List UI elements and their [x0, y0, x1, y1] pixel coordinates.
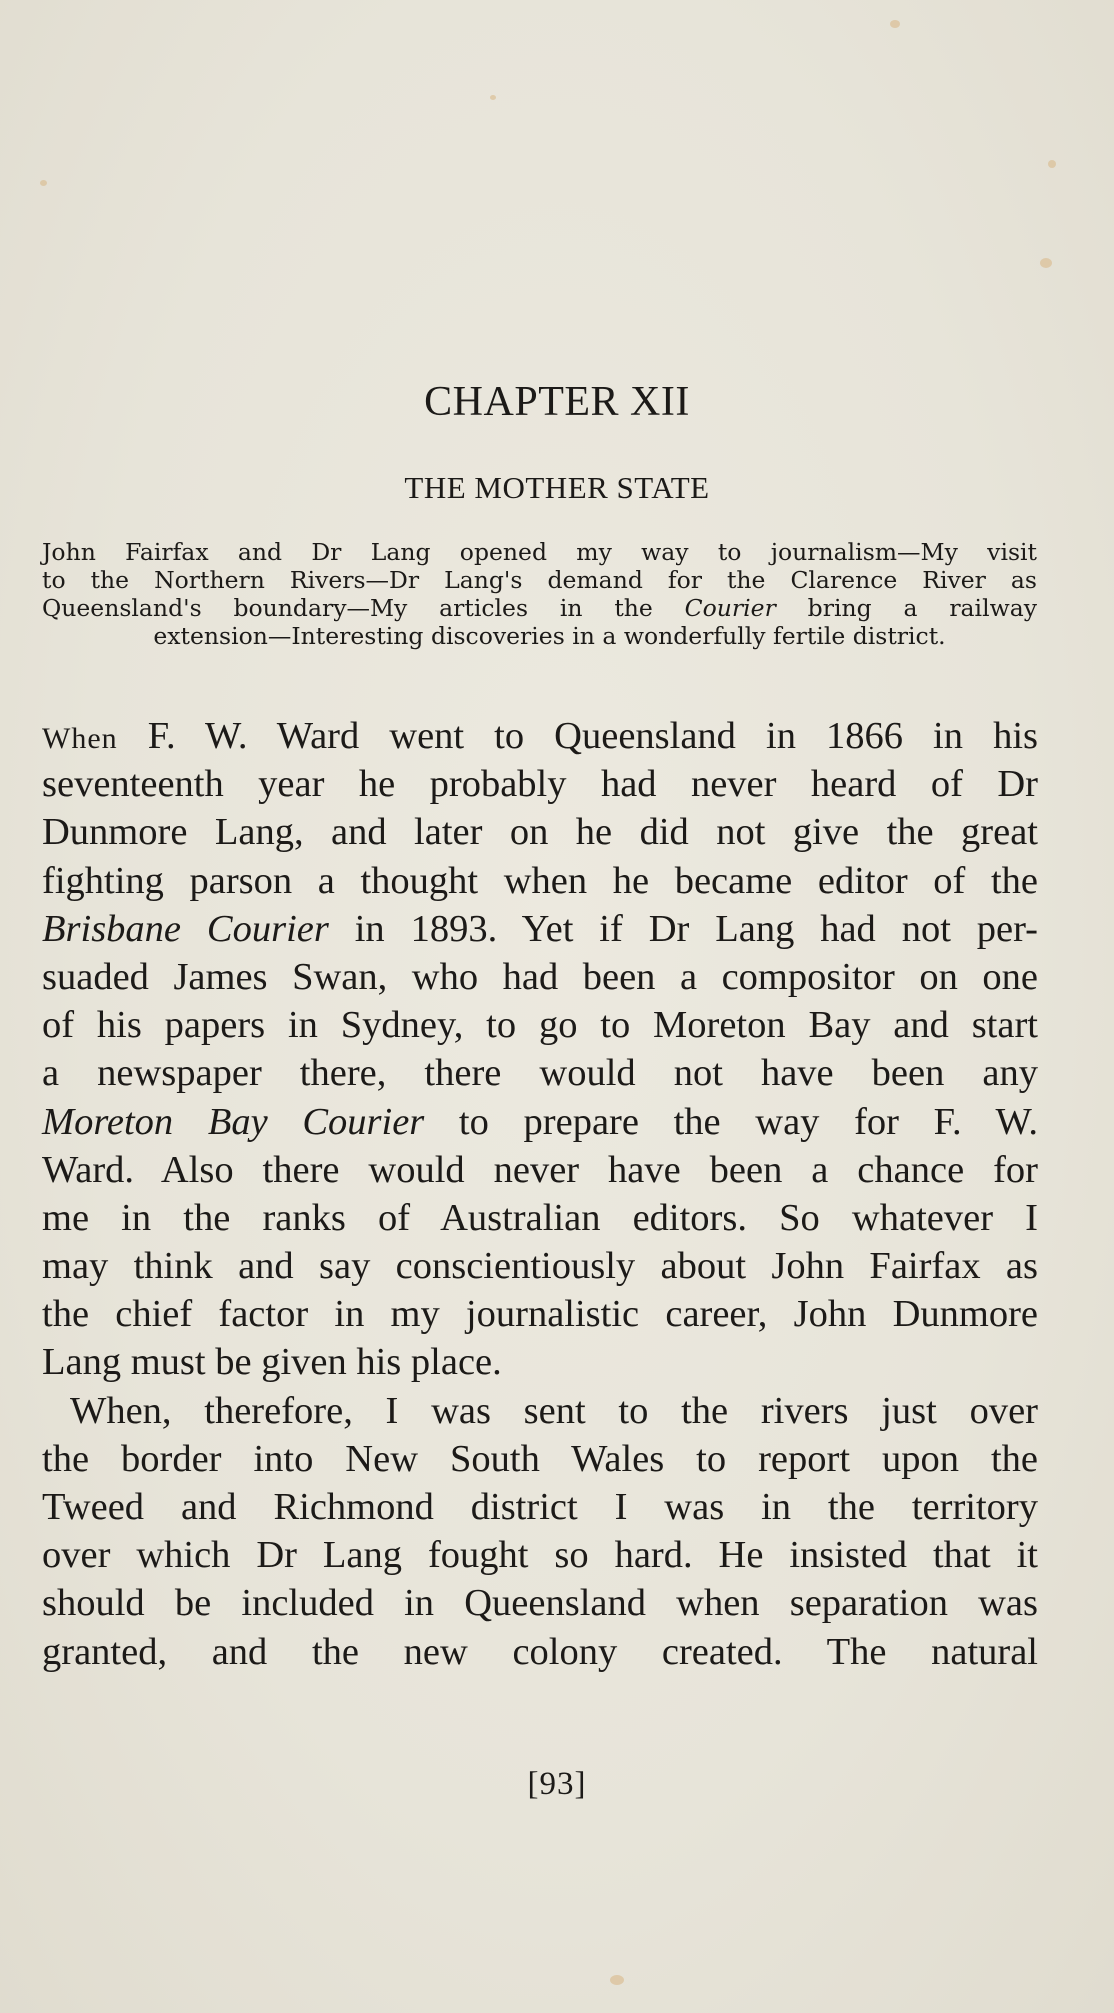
- paragraph-line: over which Dr Lang fought so hard. He insisted that it: [42, 1534, 1038, 1577]
- synopsis-text: Queensland's boundary—My articles in the: [42, 594, 685, 622]
- line-text: to prepare the way for F. W.: [424, 1100, 1038, 1143]
- line-text: F. W. Ward went to Queensland in 1866 in his: [117, 715, 1038, 757]
- paragraph-line: Dunmore Lang, and later on he did not give the great: [42, 811, 1038, 854]
- synopsis-line: extension—Interesting discoveries in a wonderfully fertile district.: [153, 622, 946, 650]
- chapter-subtitle: THE MOTHER STATE: [404, 470, 710, 505]
- paragraph-line: suaded James Swan, who had been a compositor on one: [42, 955, 1038, 998]
- synopsis-italic-title: Courier: [684, 594, 776, 622]
- chapter-synopsis: [42, 538, 1037, 650]
- paragraph-line: me in the ranks of Australian editors. So whatever I: [42, 1196, 1038, 1239]
- paragraph-line: [42, 1098, 1038, 1146]
- italic-title: Brisbane Courier: [42, 907, 329, 950]
- paragraph-line: a newspaper there, there would not have been any: [42, 1052, 1038, 1095]
- synopsis-text: bring a railway: [775, 594, 1037, 622]
- paragraph-line: Tweed and Richmond district I was in the territory: [42, 1486, 1038, 1528]
- paper-speck: [1048, 160, 1056, 168]
- paragraph-line: the border into New South Wales to report upon the: [42, 1437, 1038, 1480]
- synopsis-line: John Fairfax and Dr Lang opened my way to journalism—My visit: [42, 538, 1037, 566]
- paragraph-line: Ward. Also there would never have been a chance for: [42, 1148, 1038, 1191]
- paper-speck: [490, 95, 496, 100]
- paragraph-line: may think and say conscientiously about John Fairfax as: [42, 1245, 1038, 1288]
- synopsis-line: [42, 594, 1037, 622]
- synopsis-line: to the Northern Rivers—Dr Lang's demand for the Clarence River as: [42, 566, 1037, 594]
- small-caps-opening: When: [42, 722, 118, 755]
- paper-speck: [40, 180, 47, 186]
- paper-speck: [610, 1975, 624, 1985]
- body-text: [42, 712, 1038, 1676]
- paragraph-line: seventeenth year he probably had never heard of Dr: [42, 763, 1038, 806]
- paragraph-line: should be included in Queensland when separation was: [42, 1582, 1038, 1625]
- paragraph-line: the chief factor in my journalistic career, John Dunmore: [42, 1293, 1038, 1336]
- paragraph-line: [42, 905, 1038, 953]
- paragraph-line: Lang must be given his place.: [42, 1341, 502, 1384]
- paragraph-line: [42, 712, 1038, 760]
- paper-speck: [1040, 258, 1052, 268]
- italic-title: Moreton Bay Courier: [42, 1100, 425, 1143]
- page-number: [93]: [527, 1766, 587, 1802]
- paragraph-line: fighting parson a thought when he became editor of the: [42, 859, 1038, 902]
- paragraph-line: of his papers in Sydney, to go to Moreton Bay and start: [42, 1004, 1038, 1047]
- line-text: in 1893. Yet if Dr Lang had not per-: [328, 907, 1038, 950]
- paragraph-line: granted, and the new colony created. The natural: [42, 1630, 1038, 1673]
- chapter-title: CHAPTER XII: [424, 379, 690, 425]
- paragraph-line: When, therefore, I was sent to the rivers just over: [70, 1389, 1038, 1432]
- paper-speck: [890, 20, 900, 28]
